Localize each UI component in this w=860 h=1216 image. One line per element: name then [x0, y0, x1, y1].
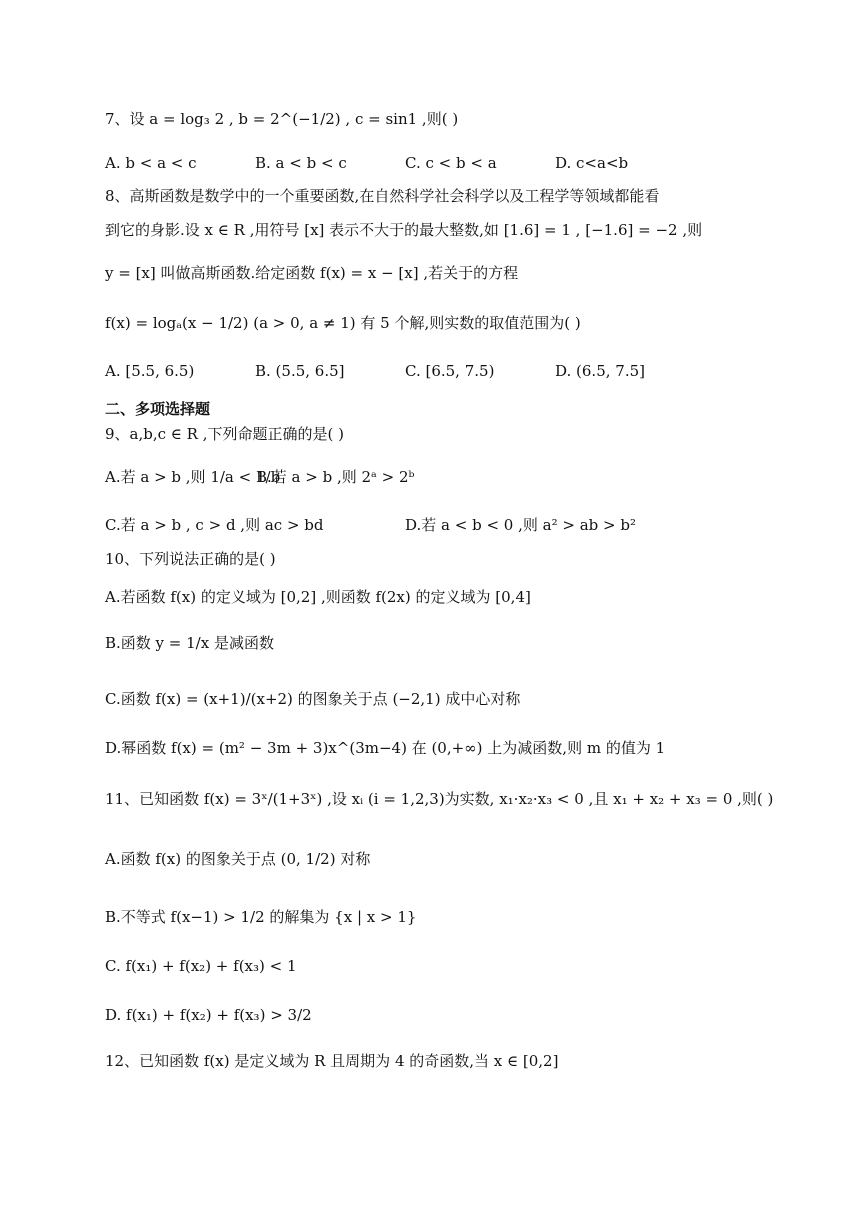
q8-line-3: y = [x] 叫做高斯函数.给定函数 f(x) = x − [x] ,若关于的方程	[105, 264, 519, 282]
q7-option-a: A. b < a < c	[105, 154, 197, 172]
q10-option-c: C.函数 f(x) = (x+1)/(x+2) 的图象关于点 (−2,1) 成中心对称	[105, 690, 521, 708]
q11-option-b: B.不等式 f(x−1) > 1/2 的解集为 {x | x > 1}	[105, 908, 417, 926]
section-title: 二、多项选择题	[105, 400, 211, 418]
q9-option-d: D.若 a < b < 0 ,则 a² > ab > b²	[405, 516, 636, 534]
q8-line-4: f(x) = logₐ(x − 1/2) (a > 0, a ≠ 1) 有 5 个解,则实数的取值范围为( )	[105, 314, 581, 332]
q11-stem: 11、已知函数 f(x) = 3ˣ/(1+3ˣ) ,设 xᵢ (i = 1,2,3)为实数, x₁·x₂·x₃ < 0 ,且 x₁ + x₂ + x₃ = 0 ,则( )	[105, 790, 774, 808]
q8-option-a: A. [5.5, 6.5)	[105, 362, 195, 380]
q9-option-c: C.若 a > b , c > d ,则 ac > bd	[105, 516, 324, 534]
q12-stem: 12、已知函数 f(x) 是定义域为 R 且周期为 4 的奇函数,当 x ∈ [0,2]	[105, 1052, 559, 1070]
q9-option-a: A.若 a > b ,则 1/a < 1/b	[105, 468, 281, 486]
q10-option-a: A.若函数 f(x) 的定义域为 [0,2] ,则函数 f(2x) 的定义域为 [0,4]	[105, 588, 531, 606]
q8-option-c: C. [6.5, 7.5)	[405, 362, 495, 380]
q8-line-2: 到它的身影.设 x ∈ R ,用符号 [x] 表示不大于的最大整数,如 [1.6] = 1 , [−1.6] = −2 ,则	[105, 221, 703, 239]
q7-option-b: B. a < b < c	[255, 154, 347, 172]
q11-option-a: A.函数 f(x) 的图象关于点 (0, 1/2) 对称	[105, 850, 371, 868]
q7-stem: 7、设 a = log₃ 2 , b = 2^(−1/2) , c = sin1 ,则( )	[105, 110, 459, 128]
q10-option-d: D.幂函数 f(x) = (m² − 3m + 3)x^(3m−4) 在 (0,+∞) 上为减函数,则 m 的值为 1	[105, 739, 666, 757]
q9-stem: 9、a,b,c ∈ R ,下列命题正确的是( )	[105, 425, 344, 443]
q8-line-1: 8、高斯函数是数学中的一个重要函数,在自然科学社会科学以及工程学等领域都能看	[105, 187, 660, 205]
q9-option-b: B.若 a > b ,则 2ᵃ > 2ᵇ	[256, 468, 415, 486]
q10-stem: 10、下列说法正确的是( )	[105, 550, 276, 568]
q7-option-c: C. c < b < a	[405, 154, 497, 172]
q8-option-d: D. (6.5, 7.5]	[555, 362, 645, 380]
q11-option-c: C. f(x₁) + f(x₂) + f(x₃) < 1	[105, 957, 297, 975]
q8-option-b: B. (5.5, 6.5]	[255, 362, 345, 380]
q11-option-d: D. f(x₁) + f(x₂) + f(x₃) > 3/2	[105, 1006, 312, 1024]
q10-option-b: B.函数 y = 1/x 是减函数	[105, 634, 274, 652]
q7-option-d: D. c<a<b	[555, 154, 629, 172]
